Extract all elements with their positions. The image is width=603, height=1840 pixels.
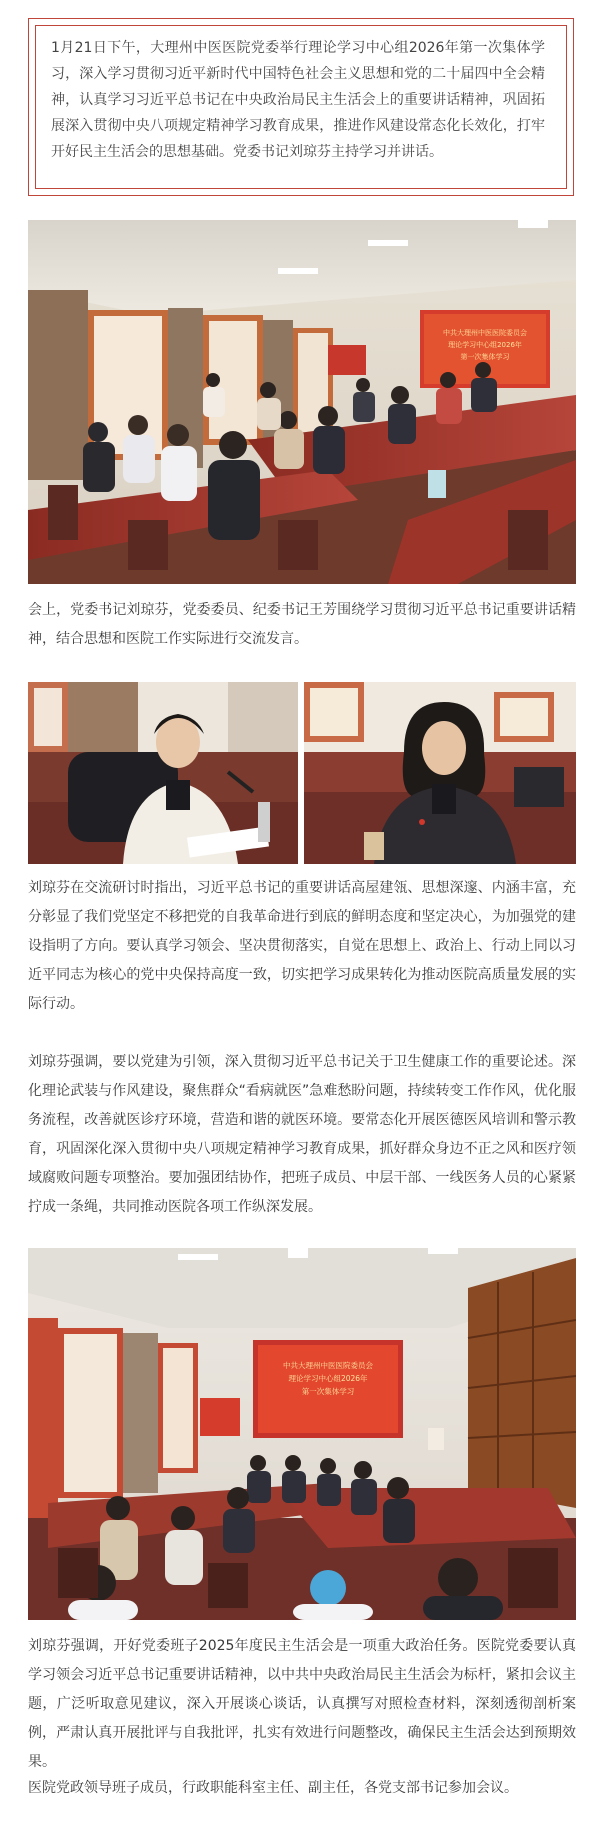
screen4-line3: 第一次集体学习 <box>301 1387 355 1396</box>
meeting-room-photo <box>28 220 576 584</box>
screen4-line2: 理论学习中心组2026年 <box>288 1374 368 1383</box>
paragraph-4: 刘琼芬强调，开好党委班子2025年度民主生活会是一项重大政治任务。医院党委要认真学习领会习近平总书记重要讲话精神，以中共中央政治局民主生活会为标杆，紧扣会议主题，广泛听取意见建议，深入开展谈心谈话，认真撰写对照检查材料，深刻透彻剖析案例，严肃认真开展批评与自我批评，扎实有效进行问题整改，确保民主生活会达到预期效果。 <box>28 1638 576 1770</box>
speaker-liu-photo <box>28 682 298 864</box>
speaker-wang-photo <box>304 682 576 864</box>
intro-frame <box>28 18 574 196</box>
paragraph-1: 会上，党委书记刘琼芬，党委委员、纪委书记王芳围绕学习贯彻习近平总书记重要讲话精神，结合思想和医院工作实际进行交流发言。 <box>28 602 576 647</box>
intro-text: 1月21日下午，大理州中医医院党委举行理论学习中心组2026年第一次集体学习，深入学习贯彻习近平新时代中国特色社会主义思想和党的二十届四中全会精神，认真学习习近平总书记在中央政治局民主生活会上的重要讲话精神，巩固拓展深入贯彻中央八项规定精神学习教育成果，推进作风建设常态化长效化，打牢开好民主生活会的思想基础。党委书记刘琼芬主持学习并讲话。 <box>51 40 545 160</box>
paragraph-3: 刘琼芬强调，要以党建为引领，深入贯彻习近平总书记关于卫生健康工作的重要论述。深化理论武装与作风建设，聚焦群众“看病就医”急难愁盼问题，持续转变工作作风，优化服务流程，改善就医诊疗环境，营造和谐的就医环境。要常态化开展医德医风培训和警示教育，巩固深化深入贯彻中央八项规定精神学习教育成果，抓好群众身边不正之风和医疗领域腐败问题专项整治。要加强团结协作，把班子成员、中层干部、一线医务人员的心紧紧拧成一条绳，共同推动医院各项工作纵深发展。 <box>28 1054 576 1215</box>
meeting-room-front-photo <box>28 1248 576 1620</box>
screen4-line1: 中共大理州中医医院委员会 <box>283 1361 373 1370</box>
screen-line3: 第一次集体学习 <box>460 353 510 361</box>
screen-line2: 理论学习中心组2026年 <box>448 341 522 349</box>
paragraph-5: 医院党政领导班子成员，行政职能科室主任、副主任，各党支部书记参加会议。 <box>28 1780 518 1796</box>
screen-line1: 中共大理州中医医院委员会 <box>443 329 527 337</box>
paragraph-2: 刘琼芬在交流研讨时指出，习近平总书记的重要讲话高屋建瓴、思想深邃、内涵丰富，充分彰显了我们党坚定不移把党的自我革命进行到底的鲜明态度和坚定决心，为加强党的建设指明了方向。要认真学习领会、坚决贯彻落实，自觉在思想上、政治上、行动上同以习近平同志为核心的党中央保持高度一致，切实把学习成果转化为推动医院高质量发展的实际行动。 <box>28 880 576 1012</box>
